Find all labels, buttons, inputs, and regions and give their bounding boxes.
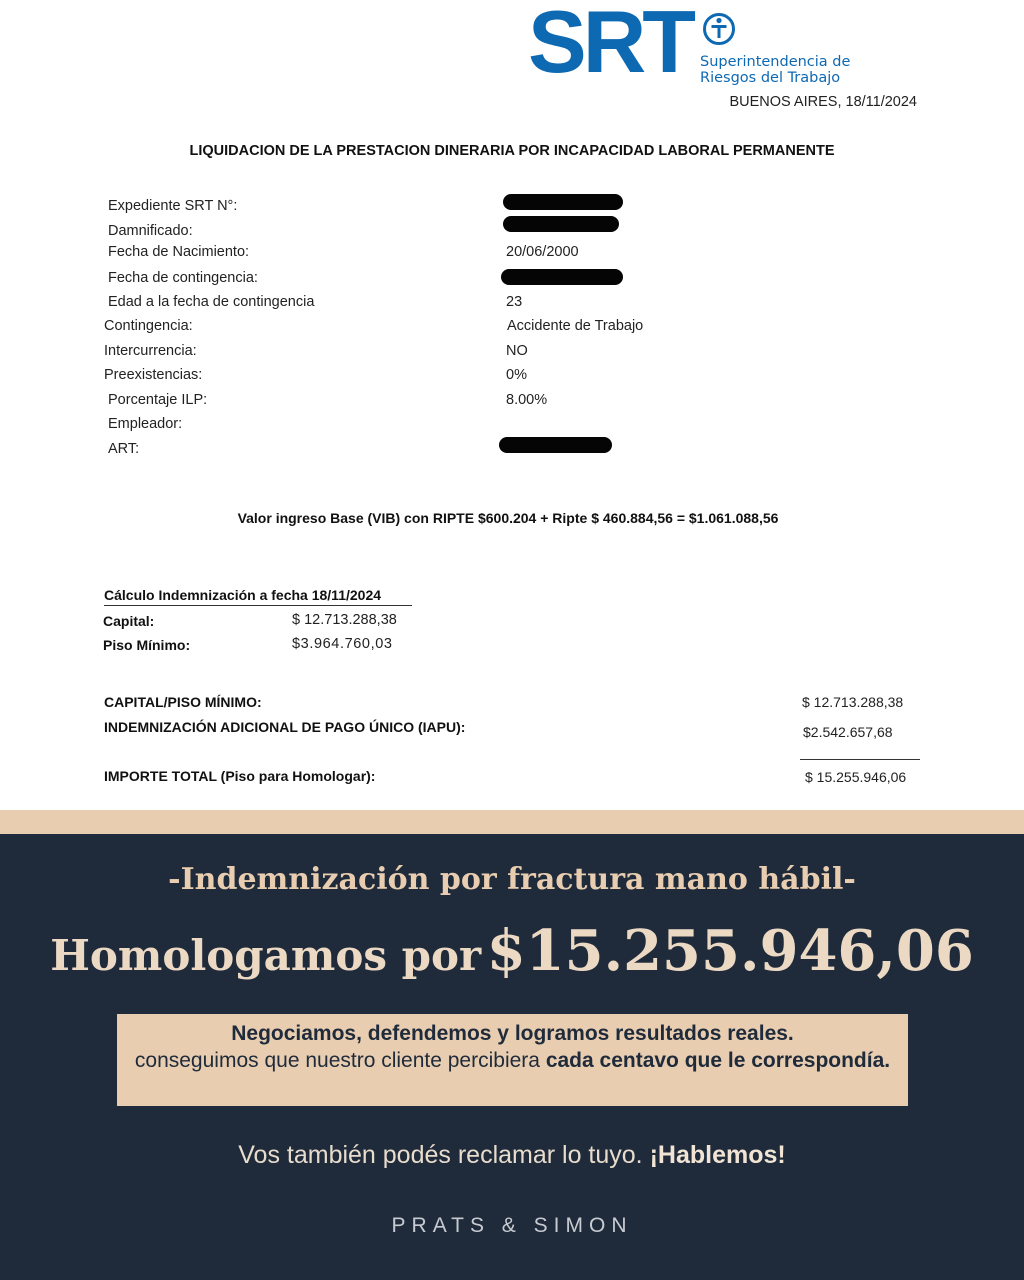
field-label-art: ART: — [108, 441, 140, 457]
calc-capital-value: $ 12.713.288,38 — [292, 612, 397, 628]
summary-iapu-value: $2.542.657,68 — [803, 724, 893, 740]
promo-subtitle: -Indemnización por fractura mano hábil- — [168, 862, 856, 897]
summary-total-label: IMPORTE TOTAL (Piso para Homologar): — [104, 768, 376, 784]
calc-capital-label: Capital: — [103, 613, 155, 629]
redaction-fecha-contingencia — [501, 269, 623, 285]
srt-logo — [528, 0, 868, 92]
cta-regular: Vos también podés reclamar lo tuyo. — [238, 1141, 643, 1169]
field-label-preexistencias: Preexistencias: — [104, 367, 203, 383]
field-label-damnificado: Damnificado: — [108, 223, 193, 239]
promo-message-box — [117, 1014, 908, 1106]
promo-headline — [0, 918, 1024, 984]
field-label-fecha-contingencia: Fecha de contingencia: — [108, 270, 258, 286]
field-value-edad: 23 — [506, 294, 523, 310]
summary-total-value: $ 15.255.946,06 — [805, 769, 907, 785]
vib-line: Valor ingreso Base (VIB) con RIPTE $600.204 + Ripte $ 460.884,56 = $1.061.088,56 — [237, 510, 779, 526]
summary-capital-piso-label: CAPITAL/PISO MÍNIMO: — [104, 694, 262, 710]
field-label-porcentaje-ilp: Porcentaje ILP: — [108, 392, 208, 408]
field-value-porcentaje-ilp: 8.00% — [506, 392, 548, 408]
redaction-expediente — [503, 194, 623, 210]
field-label-empleador: Empleador: — [108, 416, 183, 432]
calc-piso-value: $3.964.760,03 — [292, 636, 393, 652]
headline-prefix: Homologamos por — [50, 931, 482, 980]
cta-bold: ¡Hablemos! — [649, 1141, 786, 1169]
summary-rule — [800, 759, 920, 760]
field-value-fecha-nacimiento: 20/06/2000 — [506, 244, 579, 260]
box-line2-regular: conseguimos que nuestro cliente percibiera — [134, 1049, 540, 1072]
box-line1: Negociamos, defendemos y logramos resultados reales. — [231, 1022, 794, 1045]
logo-subtitle-line1: Superintendencia de — [700, 54, 851, 70]
srt-logo-subtitle — [700, 54, 850, 86]
field-label-expediente: Expediente SRT N°: — [108, 198, 238, 214]
field-value-preexistencias: 0% — [506, 367, 527, 383]
field-value-contingencia: Accidente de Trabajo — [507, 318, 644, 334]
beige-divider-strip — [0, 810, 1024, 834]
field-value-intercurrencia: NO — [506, 343, 528, 359]
document-date: BUENOS AIRES, 18/11/2024 — [729, 94, 917, 110]
document-title: LIQUIDACION DE LA PRESTACION DINERARIA POR INCAPACIDAD LABORAL PERMANENTE — [189, 143, 835, 159]
calc-heading: Cálculo Indemnización a fecha 18/11/2024 — [104, 587, 412, 606]
redaction-art — [499, 437, 612, 453]
brand-name: PRATS & SIMON — [391, 1214, 633, 1237]
call-to-action — [0, 1141, 1024, 1170]
srt-emblem-icon — [702, 12, 736, 46]
summary-iapu-label: INDEMNIZACIÓN ADICIONAL DE PAGO ÚNICO (IAPU): — [104, 719, 466, 735]
summary-capital-piso-value: $ 12.713.288,38 — [802, 694, 904, 710]
field-label-intercurrencia: Intercurrencia: — [104, 343, 197, 359]
logo-subtitle-line2: Riesgos del Trabajo — [700, 70, 841, 86]
headline-amount: $15.255.946,06 — [486, 918, 974, 984]
redaction-damnificado — [503, 216, 619, 232]
field-label-contingencia: Contingencia: — [104, 318, 193, 334]
calc-piso-label: Piso Mínimo: — [103, 637, 191, 653]
field-label-edad: Edad a la fecha de contingencia — [108, 294, 315, 310]
field-label-fecha-nacimiento: Fecha de Nacimiento: — [108, 244, 250, 260]
box-line2-bold: cada centavo que le correspondía. — [545, 1049, 891, 1072]
srt-logo-text: SRT — [528, 0, 692, 91]
